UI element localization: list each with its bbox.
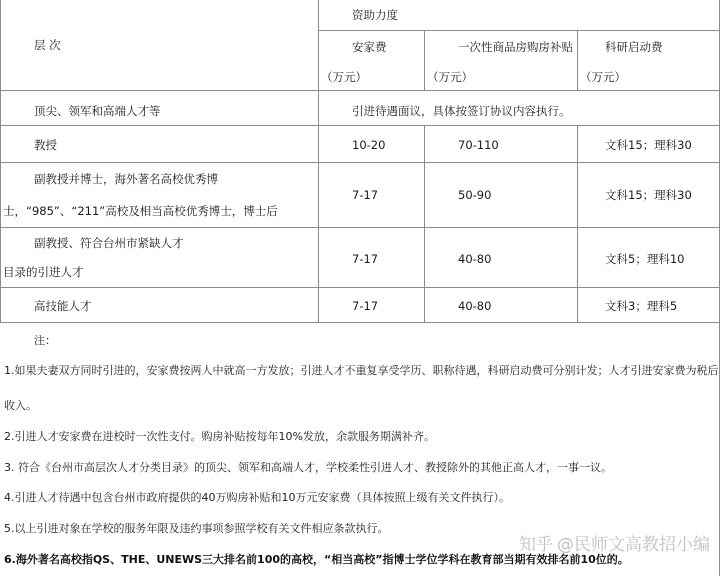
header-home-allowance: 安家费 (352, 40, 387, 54)
row-assoc-shortage-house: 40-80 (458, 252, 492, 266)
row-professor-level: 教授 (34, 138, 57, 152)
row-assoc-phd-research: 文科15；理科30 (605, 188, 692, 202)
header-funding: 资助力度 (352, 8, 398, 22)
header-level: 层 次 (34, 38, 61, 52)
row-top-talent-level: 顶尖、领军和高端人才等 (34, 104, 161, 118)
row-assoc-phd-house: 50-90 (458, 188, 492, 202)
row-skilled-house: 40-80 (458, 299, 492, 313)
watermark-handle: @民师文高教招小编 (557, 535, 710, 555)
row-assoc-shortage-level-line1: 副教授、符合台州市紧缺人才 (34, 236, 184, 250)
note-5: 5.以上引进对象在学校的服务年限及违约事项参照学校有关文件相应条款执行。 (4, 522, 389, 535)
note-4: 4.引进人才待遇中包含台州市政府提供的40万购房补贴和10万元安家费（具体按照上级有关文件执行）。 (4, 491, 510, 504)
row-professor-research: 文科15；理科30 (605, 138, 692, 152)
watermark (519, 530, 710, 555)
row-assoc-phd-level-line1: 副教授并博士，海外著名高校优秀博 (34, 172, 218, 186)
row-assoc-shortage-research: 文科5；理科10 (605, 252, 685, 266)
row-top-talent-merged: 引进待遇面议，具体按签订协议内容执行。 (352, 104, 571, 118)
header-research-unit: （万元） (580, 70, 626, 84)
row-professor-home: 10-20 (352, 138, 386, 152)
notes-title: 注： (34, 334, 56, 347)
note-6: 6.海外著名高校指QS、THE、UNEWS三大排名前100的高校，“相当高校”指博士学位学科在教育部当期有效排名前10位的。 (4, 553, 629, 566)
header-housing-subsidy: 一次性商品房购房补贴 (458, 40, 573, 54)
header-home-unit: （万元） (321, 70, 367, 84)
header-research-fund: 科研启动费 (605, 40, 663, 54)
row-skilled-level: 高技能人才 (34, 299, 92, 313)
row-assoc-phd-home: 7-17 (352, 188, 379, 202)
row-skilled-research: 文科3；理科5 (605, 299, 678, 313)
row-assoc-shortage-home: 7-17 (352, 252, 379, 266)
row-assoc-shortage-level-line2: 目录的引进人才 (3, 265, 84, 279)
note-1-line2: 收入。 (4, 399, 37, 412)
watermark-site: 知乎 (519, 535, 553, 555)
header-housing-unit: （万元） (427, 70, 473, 84)
row-assoc-phd-level-line2: 士，“985”、“211”高校及相当高校优秀博士，博士后 (3, 204, 278, 218)
note-3: 3. 符合《台州市高层次人才分类目录》的顶尖、领军和高端人才，学校柔性引进人才、教授除外的其他正高人才，一事一议。 (4, 461, 612, 474)
row-skilled-home: 7-17 (352, 299, 379, 313)
note-2: 2.引进人才安家费在进校时一次性支付。购房补贴按每年10%发放，余款服务期满补齐。 (4, 430, 435, 443)
note-1-line1: 1.如果夫妻双方同时引进的，安家费按两人中就高一方发放；引进人才不重复享受学历、职称待遇，科研启动费可分别计发；人才引进安家费为税后 (4, 364, 719, 377)
row-professor-house: 70-110 (458, 138, 499, 152)
